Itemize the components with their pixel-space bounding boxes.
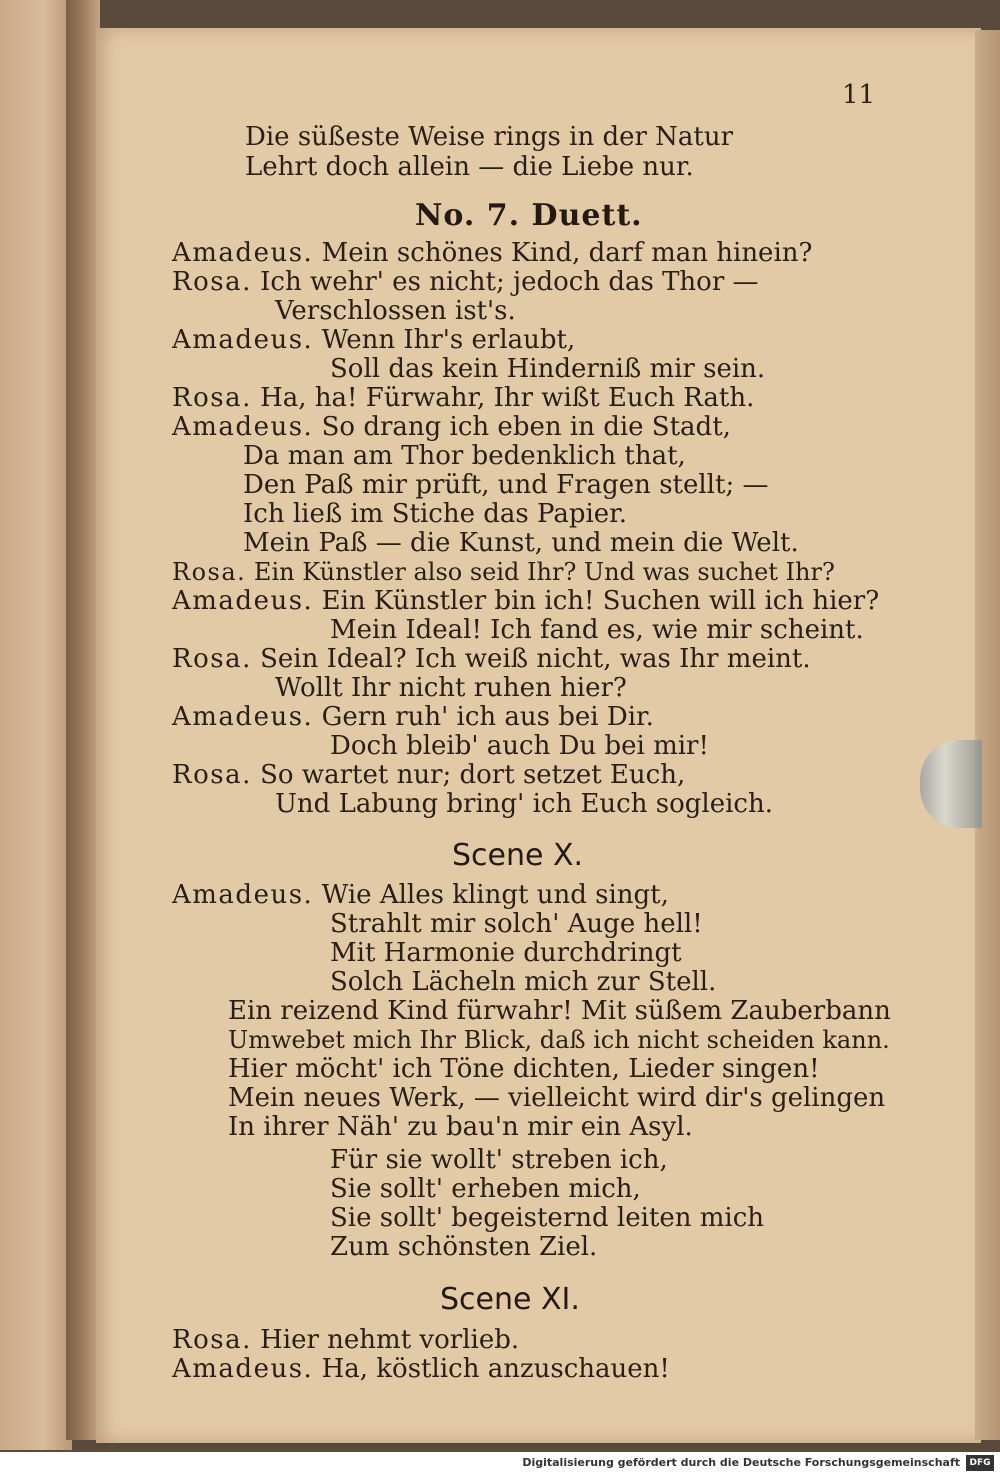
line-text: Ich wehr' es nicht; jedoch das Thor —	[260, 267, 759, 297]
line-text: Wollt Ihr nicht ruhen hier?	[275, 673, 627, 703]
line-text: Mein Ideal! Ich fand es, wie mir scheint.	[330, 615, 864, 645]
dialogue-line	[172, 644, 811, 674]
speaker-name: Amadeus.	[172, 586, 314, 616]
opening-line-2: Lehrt doch allein — die Liebe nur.	[245, 152, 694, 182]
dialogue-line	[172, 586, 879, 616]
line-text: Mit Harmonie durchdringt	[330, 938, 682, 968]
dialogue-line	[330, 1174, 641, 1204]
page-number: 11	[842, 80, 876, 110]
line-text: Ein Künstler also seid Ihr? Und was suchet Ihr?	[253, 558, 835, 586]
dialogue-line	[172, 238, 812, 268]
line-text: Hier nehmt vorlieb.	[260, 1325, 520, 1355]
dialogue-line	[172, 383, 754, 413]
line-text: Zum schönsten Ziel.	[330, 1232, 598, 1262]
dialogue-line	[172, 325, 575, 355]
line-text: Soll das kein Hinderniß mir sein.	[330, 354, 766, 384]
line-text: Ein reizend Kind fürwahr! Mit süßem Zauberbann	[228, 996, 891, 1026]
line-text: Mein Paß — die Kunst, und mein die Welt.	[243, 528, 799, 558]
speaker-name: Rosa.	[172, 644, 252, 674]
dialogue-line	[172, 702, 654, 732]
line-text: Den Paß mir prüft, und Fragen stellt; —	[243, 470, 769, 500]
line-text: Ich ließ im Stiche das Papier.	[243, 499, 628, 529]
line-text: Doch bleib' auch Du bei mir!	[330, 731, 709, 761]
line-text: Wenn Ihr's erlaubt,	[321, 325, 576, 355]
dialogue-line	[330, 1145, 668, 1175]
line-text: So wartet nur; dort setzet Euch,	[260, 760, 686, 790]
line-text: Sein Ideal? Ich weiß nicht, was Ihr meint.	[260, 644, 811, 674]
line-text: Wie Alles klingt und singt,	[321, 880, 669, 910]
line-text: Ha, köstlich anzuschauen!	[321, 1354, 670, 1384]
line-text: Für sie wollt' streben ich,	[330, 1145, 668, 1175]
speaker-name: Amadeus.	[172, 702, 314, 732]
duet-heading: No. 7. Duett.	[415, 198, 643, 233]
speaker-name: Amadeus.	[172, 412, 314, 442]
dialogue-line	[330, 938, 682, 968]
dialogue-line	[243, 528, 799, 558]
scene-xi-heading: Scene XI.	[440, 1282, 580, 1317]
speaker-name: Amadeus.	[172, 238, 314, 268]
dialogue-line	[243, 441, 686, 471]
line-text: Umwebet mich Ihr Blick, daß ich nicht scheiden kann.	[228, 1026, 890, 1054]
dialogue-line	[228, 1112, 693, 1142]
dialogue-line	[330, 1203, 764, 1233]
dialogue-line	[172, 760, 685, 790]
line-text: Strahlt mir solch' Auge hell!	[330, 909, 703, 939]
dialogue-line	[172, 880, 669, 910]
line-text: Mein schönes Kind, darf man hinein?	[321, 238, 813, 268]
dialogue-line	[172, 1354, 670, 1384]
book-spine	[66, 0, 100, 1440]
line-text: Und Labung bring' ich Euch sogleich.	[275, 789, 773, 819]
speaker-name: Rosa.	[172, 267, 252, 297]
dialogue-line	[330, 1232, 597, 1262]
line-text: In ihrer Näh' zu bau'n mir ein Asyl.	[228, 1112, 693, 1142]
line-text: Solch Lächeln mich zur Stell.	[330, 967, 717, 997]
dialogue-line	[243, 499, 627, 529]
dialogue-line	[228, 1083, 885, 1113]
speaker-name: Rosa.	[172, 760, 252, 790]
dialogue-line	[330, 731, 709, 761]
speaker-name: Rosa.	[172, 558, 247, 586]
dialogue-line	[330, 615, 864, 645]
line-text: Ein Künstler bin ich! Suchen will ich hier?	[321, 586, 880, 616]
line-text: Mein neues Werk, — vielleicht wird dir's gelingen	[228, 1083, 886, 1113]
dialogue-line	[330, 354, 765, 384]
line-text: So drang ich eben in die Stadt,	[321, 412, 731, 442]
dialogue-line	[243, 470, 768, 500]
speaker-name: Rosa.	[172, 383, 252, 413]
left-page-edge	[0, 0, 72, 1450]
line-text: Verschlossen ist's.	[275, 296, 516, 326]
dialogue-line	[228, 1025, 890, 1055]
dialogue-line	[275, 673, 627, 703]
footer-bar	[0, 1452, 1000, 1476]
speaker-name: Amadeus.	[172, 1354, 314, 1384]
speaker-name: Rosa.	[172, 1325, 252, 1355]
dialogue-line	[172, 1325, 519, 1355]
dfg-logo-icon: DFG	[966, 1455, 994, 1471]
line-text: Ha, ha! Fürwahr, Ihr wißt Euch Rath.	[260, 383, 755, 413]
line-text: Hier möcht' ich Töne dichten, Lieder singen!	[228, 1054, 820, 1084]
dialogue-line	[172, 267, 759, 297]
dialogue-line	[330, 909, 703, 939]
speaker-name: Amadeus.	[172, 325, 314, 355]
dialogue-line	[228, 1054, 820, 1084]
dialogue-line	[172, 557, 835, 587]
dialogue-line	[330, 967, 716, 997]
dialogue-line	[275, 789, 773, 819]
line-text: Sie sollt' begeisternd leiten mich	[330, 1203, 765, 1233]
right-page-edge	[975, 30, 1000, 1440]
scene-x-heading: Scene X.	[452, 838, 584, 873]
line-text: Gern ruh' ich aus bei Dir.	[321, 702, 654, 732]
dialogue-line	[172, 412, 731, 442]
dialogue-line	[275, 296, 516, 326]
footer-credit: Digitalisierung gefördert durch die Deutsche Forschungsgemeinschaft	[522, 1456, 960, 1469]
line-text: Da man am Thor bedenklich that,	[243, 441, 686, 471]
line-text: Sie sollt' erheben mich,	[330, 1174, 641, 1204]
opening-line-1: Die süßeste Weise rings in der Natur	[245, 122, 734, 152]
dialogue-line	[228, 996, 891, 1026]
speaker-name: Amadeus.	[172, 880, 314, 910]
